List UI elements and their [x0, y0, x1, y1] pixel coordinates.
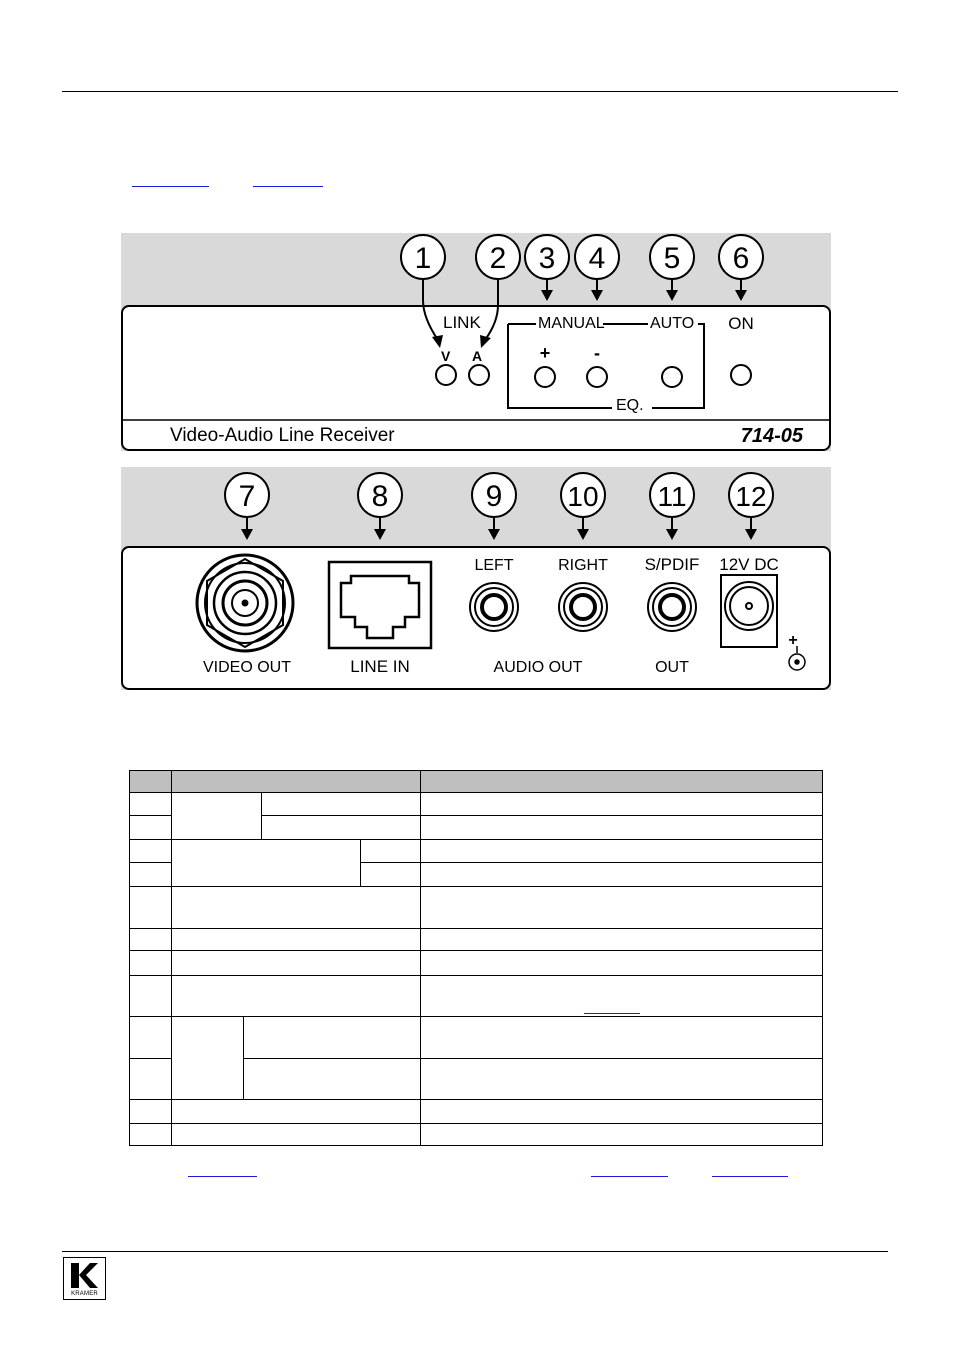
svg-text:7: 7	[238, 480, 256, 513]
callout-11	[650, 473, 694, 517]
svg-text:3: 3	[538, 242, 556, 275]
left-label: LEFT	[474, 557, 514, 574]
table-cell	[171, 975, 421, 1017]
table-cell	[129, 862, 172, 887]
eq-auto-button	[662, 367, 682, 387]
callout-12	[729, 473, 773, 517]
link-a-led	[469, 365, 489, 385]
table-header-cell	[171, 770, 421, 793]
table-cell	[261, 792, 421, 816]
power-label: 12V DC	[719, 555, 779, 574]
table-cell	[171, 886, 421, 929]
footer-rule	[62, 1251, 888, 1252]
table-cell	[129, 1016, 172, 1059]
svg-text:5: 5	[663, 242, 681, 275]
table-cell	[171, 928, 421, 951]
table-cell	[243, 1016, 421, 1059]
link-v-label: V	[441, 348, 451, 364]
table-cell	[129, 1123, 172, 1146]
figure-link-4[interactable]	[591, 1176, 668, 1177]
callout-3	[525, 235, 569, 279]
table-cell	[420, 839, 823, 863]
manual-label: MANUAL	[538, 315, 605, 332]
link-label: LINK	[443, 313, 481, 332]
table-cell	[171, 950, 421, 976]
polarity-plus-label: +	[788, 632, 798, 649]
spdif-out-label: OUT	[655, 659, 689, 676]
link-v-led	[436, 365, 456, 385]
svg-text:9: 9	[485, 480, 503, 513]
eq-plus-label: +	[539, 343, 551, 363]
svg-text:2: 2	[489, 242, 507, 275]
eq-label: EQ.	[616, 397, 644, 414]
table-cell	[129, 950, 172, 976]
svg-text:11: 11	[657, 481, 687, 512]
callout-9	[472, 473, 516, 517]
right-label: RIGHT	[558, 557, 608, 574]
svg-text:10: 10	[567, 481, 599, 512]
figure-link-3[interactable]	[188, 1176, 257, 1177]
svg-text:6: 6	[732, 242, 750, 275]
spdif-label: S/PDIF	[644, 555, 700, 574]
callout-2	[476, 235, 520, 279]
auto-label: AUTO	[650, 315, 695, 332]
on-label: ON	[728, 314, 754, 333]
table-header-cell	[420, 770, 823, 793]
eq-minus-button	[587, 367, 607, 387]
table-cell	[420, 815, 823, 840]
svg-text:1: 1	[414, 242, 432, 275]
callout-1	[401, 235, 445, 279]
callout-7	[225, 473, 269, 517]
table-cell	[360, 862, 421, 887]
table-cell	[171, 839, 361, 887]
table-cell	[129, 792, 172, 816]
line-in-label: LINE IN	[350, 657, 410, 676]
table-cell	[129, 839, 172, 863]
product-name: Video-Audio Line Receiver	[170, 425, 395, 446]
callout-10	[561, 473, 605, 517]
table-cell	[129, 1058, 172, 1100]
table-cell	[420, 1058, 823, 1100]
table-header-cell	[129, 770, 172, 793]
table-cell	[129, 815, 172, 840]
kramer-logo	[63, 1257, 106, 1300]
callout-8	[358, 473, 402, 517]
table-cell	[129, 886, 172, 929]
audio-out-label: AUDIO OUT	[493, 659, 583, 676]
table-cell	[129, 1099, 172, 1124]
table-cell	[420, 862, 823, 887]
table-cell	[420, 792, 823, 816]
callout-6	[719, 235, 763, 279]
table-cell	[420, 928, 823, 951]
model-number: 714-05	[740, 425, 803, 447]
callout-4	[575, 235, 619, 279]
link-a-label: A	[472, 348, 483, 364]
table-cell	[420, 1123, 823, 1146]
spec-table	[129, 770, 823, 1146]
eq-plus-button	[535, 367, 555, 387]
table-cell	[420, 1099, 823, 1124]
table-cell	[420, 1016, 823, 1059]
table-row-8-link[interactable]	[584, 1013, 640, 1014]
table-cell	[420, 886, 823, 929]
table-cell	[420, 950, 823, 976]
svg-text:8: 8	[371, 480, 389, 513]
table-cell	[420, 975, 823, 1017]
eq-minus-label: -	[594, 343, 600, 363]
table-cell	[171, 1099, 421, 1124]
table-cell	[171, 792, 262, 840]
svg-text:12: 12	[735, 481, 767, 512]
table-cell	[171, 1123, 421, 1146]
table-cell	[360, 839, 421, 863]
table-cell	[261, 815, 421, 840]
video-out-label: VIDEO OUT	[202, 659, 292, 676]
table-cell	[243, 1058, 421, 1100]
callout-5	[650, 235, 694, 279]
logo-wordmark: KRAMER	[71, 1291, 98, 1297]
kramer-k-icon	[64, 1260, 104, 1292]
table-cell	[171, 1016, 244, 1100]
figure-link-5[interactable]	[712, 1176, 788, 1177]
svg-text:4: 4	[588, 242, 606, 275]
table-cell	[129, 975, 172, 1017]
on-led	[731, 365, 751, 385]
table-cell	[129, 928, 172, 951]
